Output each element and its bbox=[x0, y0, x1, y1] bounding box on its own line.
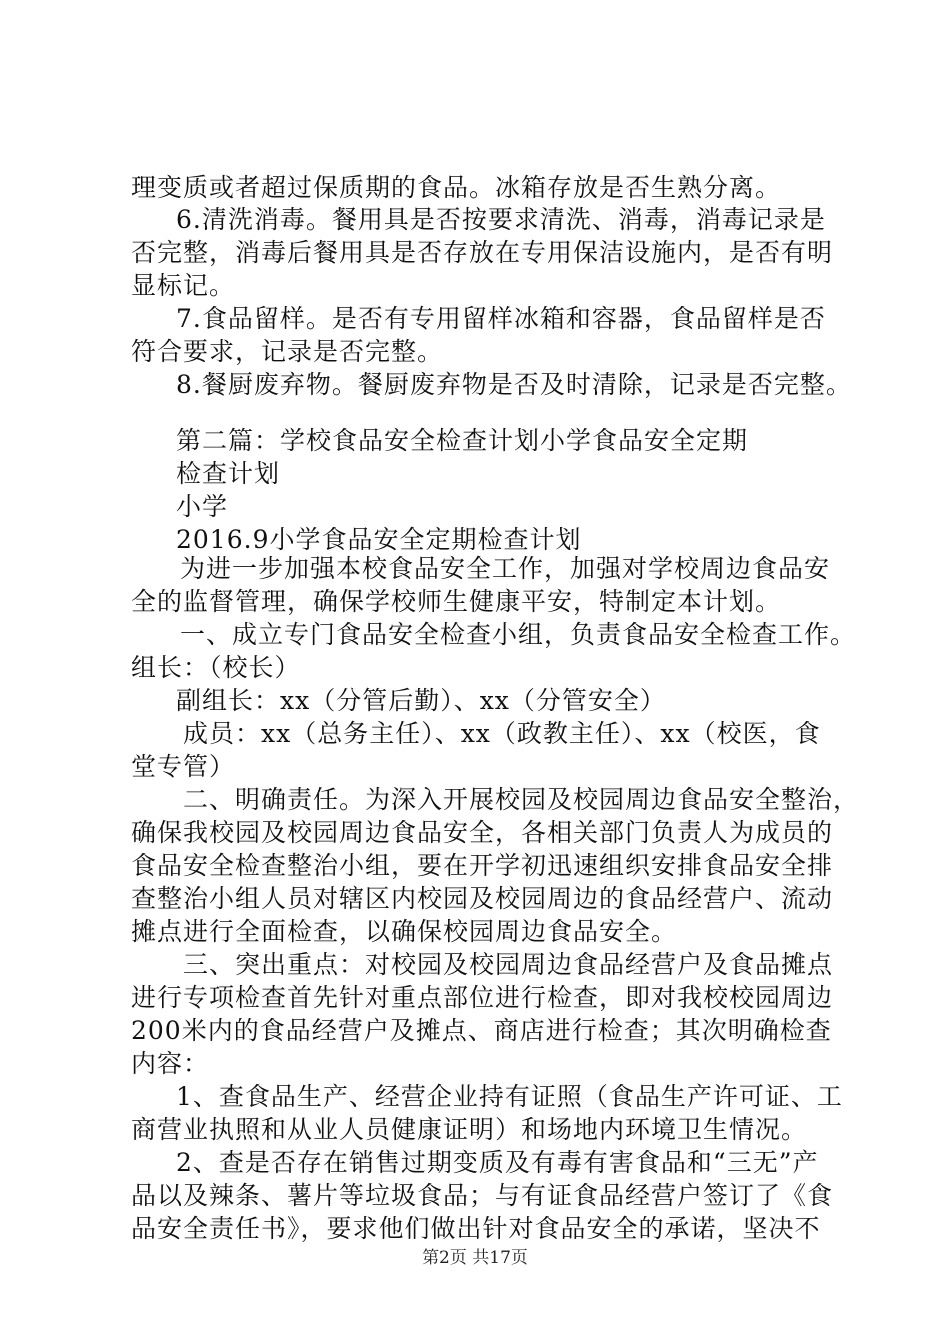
text-line: 符合要求，记录是否完整。 bbox=[131, 337, 444, 366]
text-line: 品以及辣条、薯片等垃圾食品；与有证食品经营户签订了《食 bbox=[131, 1181, 834, 1210]
text-line: 副组长：xx（分管后勤）、xx（分管安全） bbox=[176, 686, 666, 715]
text-line: 2、查是否存在销售过期变质及有毒有害食品和“三无”产 bbox=[176, 1148, 819, 1177]
text-line: 全的监督管理，确保学校师生健康平安，特制定本计划。 bbox=[131, 587, 782, 616]
text-line: 内容： bbox=[131, 1049, 210, 1078]
text-line: 显标记。 bbox=[131, 271, 236, 300]
text-line: 食品安全检查整治小组，要在开学初迅速组织安排食品安全排 bbox=[131, 851, 834, 880]
text-line: 二、明确责任。为深入开展校园及校园周边食品安全整治， bbox=[183, 785, 860, 814]
page-footer: 第2页 共17页 bbox=[422, 1248, 528, 1268]
text-line: 确保我校园及校园周边食品安全，各相关部门负责人为成员的 bbox=[131, 818, 834, 847]
text-line: 组长：（校长） bbox=[131, 653, 301, 682]
text-line: 摊点进行全面检查，以确保校园周边食品安全。 bbox=[131, 917, 678, 946]
text-line: 6.清洗消毒。餐用具是否按要求清洗、消毒，消毒记录是 bbox=[176, 205, 826, 234]
text-line: 200米内的食品经营户及摊点、商店进行检查；其次明确检查 bbox=[131, 1016, 832, 1045]
text-line: 7.食品留样。是否有专用留样冰箱和容器，食品留样是否 bbox=[176, 304, 826, 333]
text-line: 三、突出重点：对校园及校园周边食品经营户及食品摊点 bbox=[183, 950, 834, 979]
text-line: 进行专项检查首先针对重点部位进行检查，即对我校校园周边 bbox=[131, 983, 834, 1012]
text-line: 理变质或者超过保质期的食品。冰箱存放是否生熟分离。 bbox=[131, 173, 782, 202]
text-line: 否完整，消毒后餐用具是否存放在专用保洁设施内，是否有明 bbox=[131, 238, 834, 267]
text-line: 堂专管） bbox=[131, 752, 236, 781]
section-heading: 检查计划 bbox=[176, 459, 281, 488]
text-line: 1、查食品生产、经营企业持有证照（食品生产许可证、工 bbox=[176, 1082, 843, 1111]
text-line: 成员：xx（总务主任）、xx（政教主任）、xx（校医，食 bbox=[183, 719, 821, 748]
text-line: 品安全责任书》，要求他们做出针对食品安全的承诺，坚决不 bbox=[131, 1214, 821, 1243]
text-line: 8.餐厨废弃物。餐厨废弃物是否及时清除，记录是否完整。 bbox=[176, 370, 852, 399]
text-line: 一、成立专门食品安全检查小组，负责食品安全检查工作。 bbox=[180, 620, 857, 649]
text-line: 商营业执照和从业人员健康证明）和场地内环境卫生情况。 bbox=[131, 1115, 808, 1144]
text-line: 2016.9小学食品安全定期检查计划 bbox=[176, 525, 582, 554]
text-line: 小学 bbox=[176, 492, 229, 521]
text-line: 为进一步加强本校食品安全工作，加强对学校周边食品安 bbox=[180, 554, 831, 583]
section-heading: 第二篇：学校食品安全检查计划小学食品安全定期 bbox=[176, 426, 749, 455]
text-line: 查整治小组人员对辖区内校园及校园周边的食品经营户、流动 bbox=[131, 884, 834, 913]
